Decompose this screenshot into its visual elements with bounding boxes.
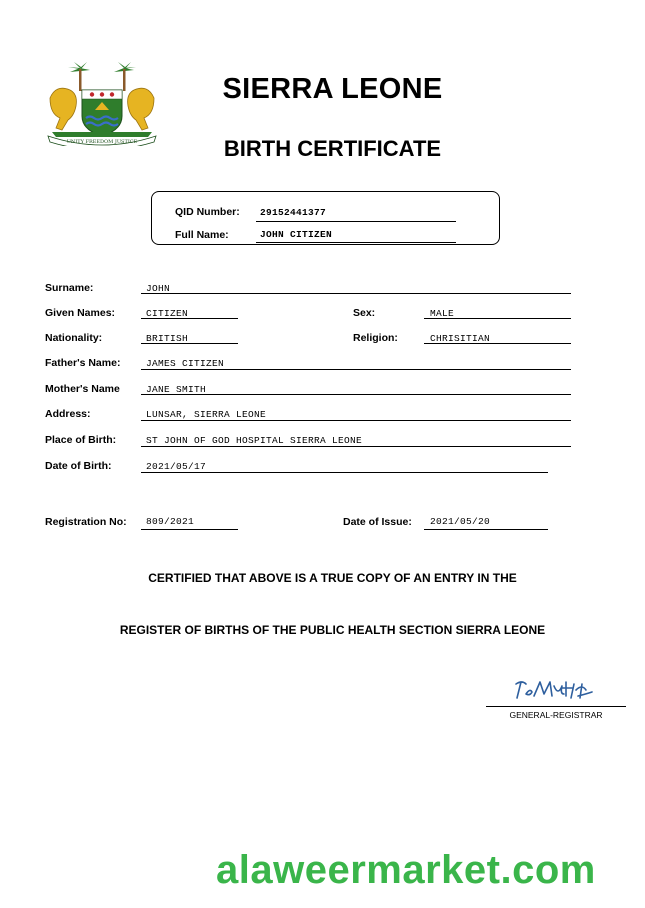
address-value: LUNSAR, SIERRA LEONE (146, 409, 267, 420)
certification-line-2: REGISTER OF BIRTHS OF THE PUBLIC HEALTH SECTION SIERRA LEONE (119, 623, 546, 637)
sex-value: MALE (430, 308, 455, 319)
father-name-underline (141, 369, 571, 370)
date-of-issue-label: Date of Issue: (343, 516, 412, 528)
mother-name-label: Mother's Name (45, 383, 120, 395)
full-name-value: JOHN CITIZEN (260, 229, 333, 240)
registration-no-underline (141, 529, 238, 530)
address-underline (141, 420, 571, 421)
surname-label: Surname: (45, 282, 94, 294)
registration-no-label: Registration No: (45, 516, 127, 528)
place-of-birth-underline (141, 446, 571, 447)
full-name-label: Full Name: (175, 229, 229, 241)
date-of-issue-value: 2021/05/20 (430, 516, 491, 527)
watermark-text: alaweermarket.com (216, 848, 596, 892)
religion-underline (424, 343, 571, 344)
document-title: BIRTH CERTIFICATE (223, 136, 442, 161)
date-of-birth-underline (141, 472, 548, 473)
date-of-birth-label: Date of Birth: (45, 460, 112, 472)
signature-icon (512, 674, 596, 702)
given-names-value: CITIZEN (146, 308, 189, 319)
qid-value: 29152441377 (260, 207, 327, 218)
nationality-value: BRITISH (146, 333, 189, 344)
qid-label: QID Number: (175, 206, 240, 218)
place-of-birth-label: Place of Birth: (45, 434, 117, 446)
sex-label: Sex: (353, 307, 376, 319)
sex-underline (424, 318, 571, 319)
svg-text:UNITY FREEDOM JUSTICE: UNITY FREEDOM JUSTICE (66, 139, 138, 145)
signature-title: GENERAL-REGISTRAR (509, 710, 603, 720)
nationality-label: Nationality: (45, 332, 103, 344)
mother-name-value: JANE SMITH (146, 384, 207, 395)
father-name-label: Father's Name: (45, 357, 121, 369)
registration-no-value: 809/2021 (146, 516, 195, 527)
qid-underline (256, 221, 456, 222)
religion-label: Religion: (353, 332, 398, 344)
mother-name-underline (141, 394, 571, 395)
date-of-birth-value: 2021/05/17 (146, 461, 207, 472)
signature-line (486, 706, 626, 707)
given-names-underline (141, 318, 238, 319)
surname-value: JOHN (146, 283, 171, 294)
given-names-label: Given Names: (45, 307, 116, 319)
country-title: SIERRA LEONE (222, 73, 443, 105)
date-of-issue-underline (424, 529, 548, 530)
father-name-value: JAMES CITIZEN (146, 358, 225, 369)
certification-line-1: CERTIFIED THAT ABOVE IS A TRUE COPY OF AN ENTRY IN THE (148, 571, 517, 585)
nationality-underline (141, 343, 238, 344)
place-of-birth-value: ST JOHN OF GOD HOSPITAL SIERRA LEONE (146, 435, 363, 446)
full-name-underline (256, 242, 456, 243)
religion-value: CHRISITIAN (430, 333, 491, 344)
address-label: Address: (45, 408, 91, 420)
surname-underline (141, 293, 571, 294)
